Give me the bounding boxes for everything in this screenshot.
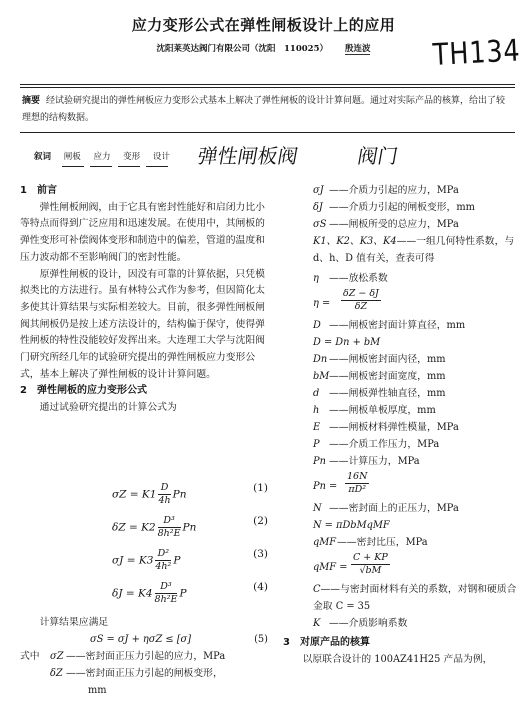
left-column-tail xyxy=(20,615,268,700)
handwritten-underline xyxy=(146,166,168,167)
symbol-definition: d ——闸板弹性轴直径，mm xyxy=(313,388,446,400)
handwritten-keyword: 弹性闸板阀 xyxy=(195,144,300,168)
symbol-definition: N ——密封面上的正压力，MPa xyxy=(313,503,459,515)
abstract-label: 摘要 xyxy=(22,96,41,106)
handwritten-keyword: 阀门 xyxy=(355,144,400,168)
author-name: 殷连波 xyxy=(344,44,371,54)
left-column xyxy=(20,183,268,417)
formula-5: σS = σJ + ησZ ≤ [σ] (5) xyxy=(90,633,268,645)
symbol-definition: C——与密封面材料有关的系数，对钢和硬质合金取 C = 35 xyxy=(313,584,517,613)
handwritten-underline xyxy=(90,166,112,167)
paragraph: 计算结果应满足 xyxy=(39,617,109,628)
section-2-heading: 2 弹性闸板的应力变形公式 xyxy=(20,385,147,397)
symbol-definition: D ——闸板密封面计算直径，mm xyxy=(313,320,466,332)
top-rule xyxy=(20,84,515,85)
keyword: 变形 xyxy=(123,152,141,162)
paragraph: 通过试验研究提出的计算公式为 xyxy=(39,402,177,414)
top-rule-2 xyxy=(20,87,515,88)
right-column xyxy=(283,183,519,668)
paragraph: 弹性闸板闸阀，由于它具有密封性能好和启闭力比小等特点而得到广泛应用和迅速发展。在使用中，其闸板的弹性变形可补偿阀体变形和制造中的偏差，管道的温度和压力波动都不至影响阀门的密封性能。 xyxy=(20,201,265,263)
symbol-definition: K ——介质影响系数 xyxy=(313,617,408,629)
symbol-definition: σJ ——介质力引起的应力，MPa xyxy=(313,185,459,196)
q-formula: qMF = $\frac{C + KP}{√bM}$ xyxy=(313,552,388,577)
keywords-label: 叙词 xyxy=(34,152,52,162)
symbol-definition: Dn ——闸板密封面内径，mm xyxy=(313,354,446,366)
pn-formula: Pn = $\frac{16N}{\text{πD²}}$ xyxy=(313,471,368,496)
symbol-definition: D = Dn + bM xyxy=(313,337,381,349)
where-line-2: δZ ——密封面正压力引起的闸板变形， xyxy=(50,667,223,679)
symbol-definition: E ——闸板材料弹性模量，MPa xyxy=(313,422,459,434)
symbol-definition: δJ ——介质力引起的闸板变形，mm xyxy=(313,202,475,213)
keyword: 应力 xyxy=(93,152,111,162)
formula-block: σZ = K1 $\frac{D}{4h}$ Pn (1) δZ = K2 $\frac{\text{D³}}{\text{8h²E}}$ Pn (2) σJ = K3 $\frac{\text{D²}}{\text{4h²}}$ P (3) δJ = K4 $\frac{\text{D³}}{\text{8h²E}}$ P (4) xyxy=(112,482,268,605)
abstract xyxy=(22,93,514,127)
symbol-definition: qMF ——密封比压，MPa xyxy=(313,537,428,549)
eta-formula: η = $\frac{\delta Z - \delta J}{\delta Z}$ xyxy=(313,288,379,313)
symbol-definition: P ——介质工作压力，MPa xyxy=(313,439,440,451)
section-3-heading: 3 对原产品的核算 xyxy=(283,636,370,648)
section-1-heading: 1 前言 xyxy=(20,185,57,196)
symbol-definition: η ——放松系数 xyxy=(313,273,388,285)
paragraph: 原弹性闸板的设计，因没有可靠的计算依据，只凭模拟类比的方法进行。虽有林特公式作为参考，但因简化太多使其计算结果与实际相差较大。目前，很多弹性闸板闸阀其闸板仍是按上述方法设计的，结构偏于保守，使得弹性闸板的特性没能较好发挥出来。大连理工大学与沈阳阀门研究所经几年的试验研究提出的弹性闸板应力变形公式，基本上解决了弹性闸板的设计计算问题。 xyxy=(20,268,265,380)
abstract-rule xyxy=(20,132,515,133)
paper-title: 应力变形公式在弹性闸板设计上的应用 xyxy=(131,16,396,34)
symbol-definition: bM ——闸板密封面宽度，mm xyxy=(313,371,446,383)
handwritten-underline xyxy=(62,166,84,167)
keyword: 设计 xyxy=(152,152,170,162)
where-line-1: 式中 σZ ——密封面正压力引起的应力，MPa xyxy=(20,650,226,662)
handwritten-classification-code: TH134 xyxy=(432,33,522,73)
affiliation: 沈阳莱英达阀门有限公司（沈阳 110025） xyxy=(156,44,328,54)
symbol-definition: h ——闸板单板厚度，mm xyxy=(313,405,436,417)
abstract-text: 经试验研究提出的弹性闸板应力变形公式基本上解决了弹性闸板的设计计算问题。通过对实际产品的核算，给出了较理想的结构数据。 xyxy=(22,96,506,123)
keyword: 闸板 xyxy=(63,152,81,162)
where-line-2-unit: mm xyxy=(88,684,107,696)
symbol-definition: N = πDbMqMF xyxy=(313,520,390,532)
symbol-definition: σS ——闸板所受的总应力，MPa xyxy=(313,219,459,230)
handwritten-underline xyxy=(118,166,140,167)
keywords-line xyxy=(34,150,180,162)
symbol-definition: Pn ——计算压力，MPa xyxy=(313,456,420,468)
symbol-definition: K1、K2、K3、K4——一组几何特性系数，与 d、h、D 值有关，查表可得 xyxy=(313,236,515,264)
paragraph: 以原联合设计的 100AZ41H25 产品为例， xyxy=(302,653,493,665)
